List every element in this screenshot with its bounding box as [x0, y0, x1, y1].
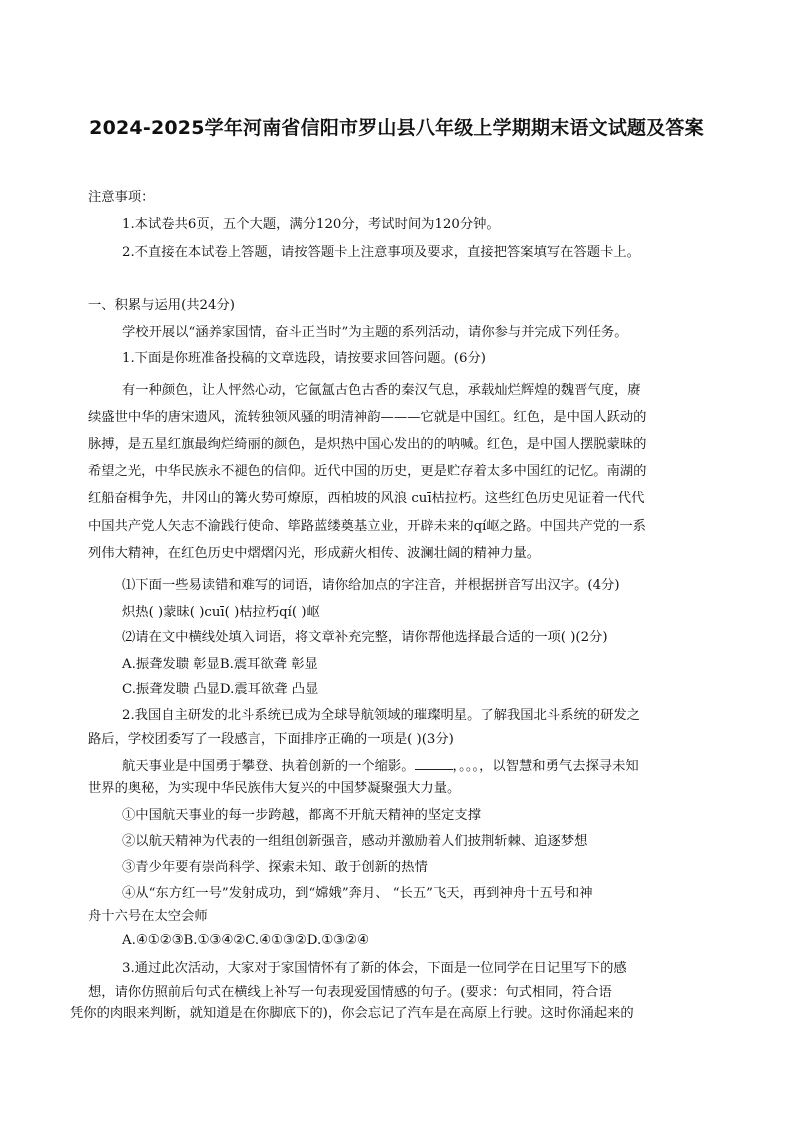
passage-line: 列伟大精神，在红色历史中熠熠闪光，形成薪火相传、波澜壮阔的精神力量。 — [88, 546, 541, 561]
notice-heading: 注意事项： — [88, 190, 155, 205]
sentence-item: ①中国航天事业的每一步跨越，都离不开航天精神的坚定支撑 — [122, 808, 482, 823]
trailing-text: 凭你的肉眼来判断，就知道是在你脚底下的)，你会忘记了汽车是在高原上行驶。这时你涌起来的 — [70, 1006, 634, 1021]
question-2: 2.我国自主研发的北斗系统已成为全球导航领域的璀璨明星。了解我国北斗系统的研发之 — [122, 708, 640, 723]
notice-item: 2.不直接在本试卷上答题，请按答题卡上注意事项及要求，直接把答案填写在答题卡上。 — [122, 245, 640, 260]
passage-text: 航天事业是中国勇于攀登、执着创新的一个缩影。 — [122, 759, 415, 774]
question-2-passage — [122, 757, 639, 777]
question-1: 1.下面是你班准备投稿的文章选段，请按要求回答问题。(6分) — [122, 351, 486, 366]
question-3-cont: 想，请你仿照前后句式在横线上补写一句表现爱国情感的句子。(要求：句式相同，符合语 — [88, 985, 612, 1000]
section-heading: 一、积累与运用(共24分) — [88, 298, 235, 313]
notice-item: 1.本试卷共6页，五个大题，满分120分，考试时间为120分钟。 — [122, 217, 500, 232]
sentence-item: ④从“东方红一号”发射成功，到“嫦娥”奔月、 “长五”飞天，再到神舟十五号和神 — [122, 886, 593, 901]
sentence-item-cont: 舟十六号在太空会师 — [88, 909, 208, 924]
sentence-item: ③青少年要有崇尚科学、探索未知、敢于创新的热情 — [122, 860, 428, 875]
passage-line: 有一种颜色，让人怦然心动，它氤氲古色古香的秦汉气息，承载灿烂辉煌的魏晋气度，赓 — [122, 383, 641, 398]
question-2-options: A.④①②③B.①③④②C.④①③②D.①③②④ — [122, 933, 369, 948]
passage-line: 中国共产党人矢志不渝践行使命、筚路蓝缕奠基立业，开辟未来的qí岖之路。中国共产党的一系 — [88, 519, 646, 534]
question-1-1: ⑴下面一些易读错和难写的词语，请你给加点的字注音，并根据拼音写出汉字。(4分) — [122, 578, 620, 593]
section-intro: 学校开展以“涵养家国情，奋斗正当时”为主题的系列活动，请你参与并完成下列任务。 — [122, 325, 628, 340]
sentence-item: ②以航天精神为代表的一组组创新强音，感动并激励着人们披荆斩棘、追逐梦想 — [122, 834, 588, 849]
passage-line: 脉搏，是五星红旗最绚烂绮丽的颜色，是炽热中国心发出的的呐喊。红色，是中国人摆脱蒙昧的 — [88, 437, 647, 452]
question-1-1-items: 炽热( )蒙昧( )cuī( )枯拉朽qí( )岖 — [122, 605, 320, 620]
fill-blank — [415, 757, 453, 770]
option-line: A.振聋发聩 彰显B.震耳欲聋 彰显 — [122, 657, 318, 672]
option-line: C.振聋发聩 凸显D.震耳欲聋 凸显 — [122, 682, 319, 697]
passage-text: ，。。。，以智慧和勇气去探寻未知 — [452, 759, 639, 774]
question-2-passage-cont: 世界的奥秘，为实现中华民族伟大复兴的中国梦凝聚强大力量。 — [88, 781, 461, 796]
passage-line: 希望之光，中华民族永不褪色的信仰。近代中国的历史，更是贮存着太多中国红的记忆。南湖的 — [88, 464, 647, 479]
passage-line: 续盛世中华的唐宋遗风，流转独领风骚的明清神韵———它就是中国红。红色，是中国人跃动的 — [88, 410, 647, 425]
question-2-cont: 路后，学校团委写了一段感言，下面排序正确的一项是( )(3分) — [88, 732, 454, 747]
question-3: 3.通过此次活动，大家对于家国情怀有了新的体会，下面是一位同学在日记里写下的感 — [122, 961, 627, 976]
document-title: 2024-2025学年河南省信阳市罗山县八年级上学期期末语文试题及答案 — [89, 117, 704, 139]
question-1-2: ⑵请在文中横线处填入词语，将文章补充完整，请你帮他选择最合适的一项( )(2分) — [122, 630, 608, 645]
passage-line: 红船奋楫争先，井冈山的篝火势可燎原，西柏坡的风浪 cuī枯拉朽。这些红色历史见证着一代代 — [88, 491, 645, 506]
